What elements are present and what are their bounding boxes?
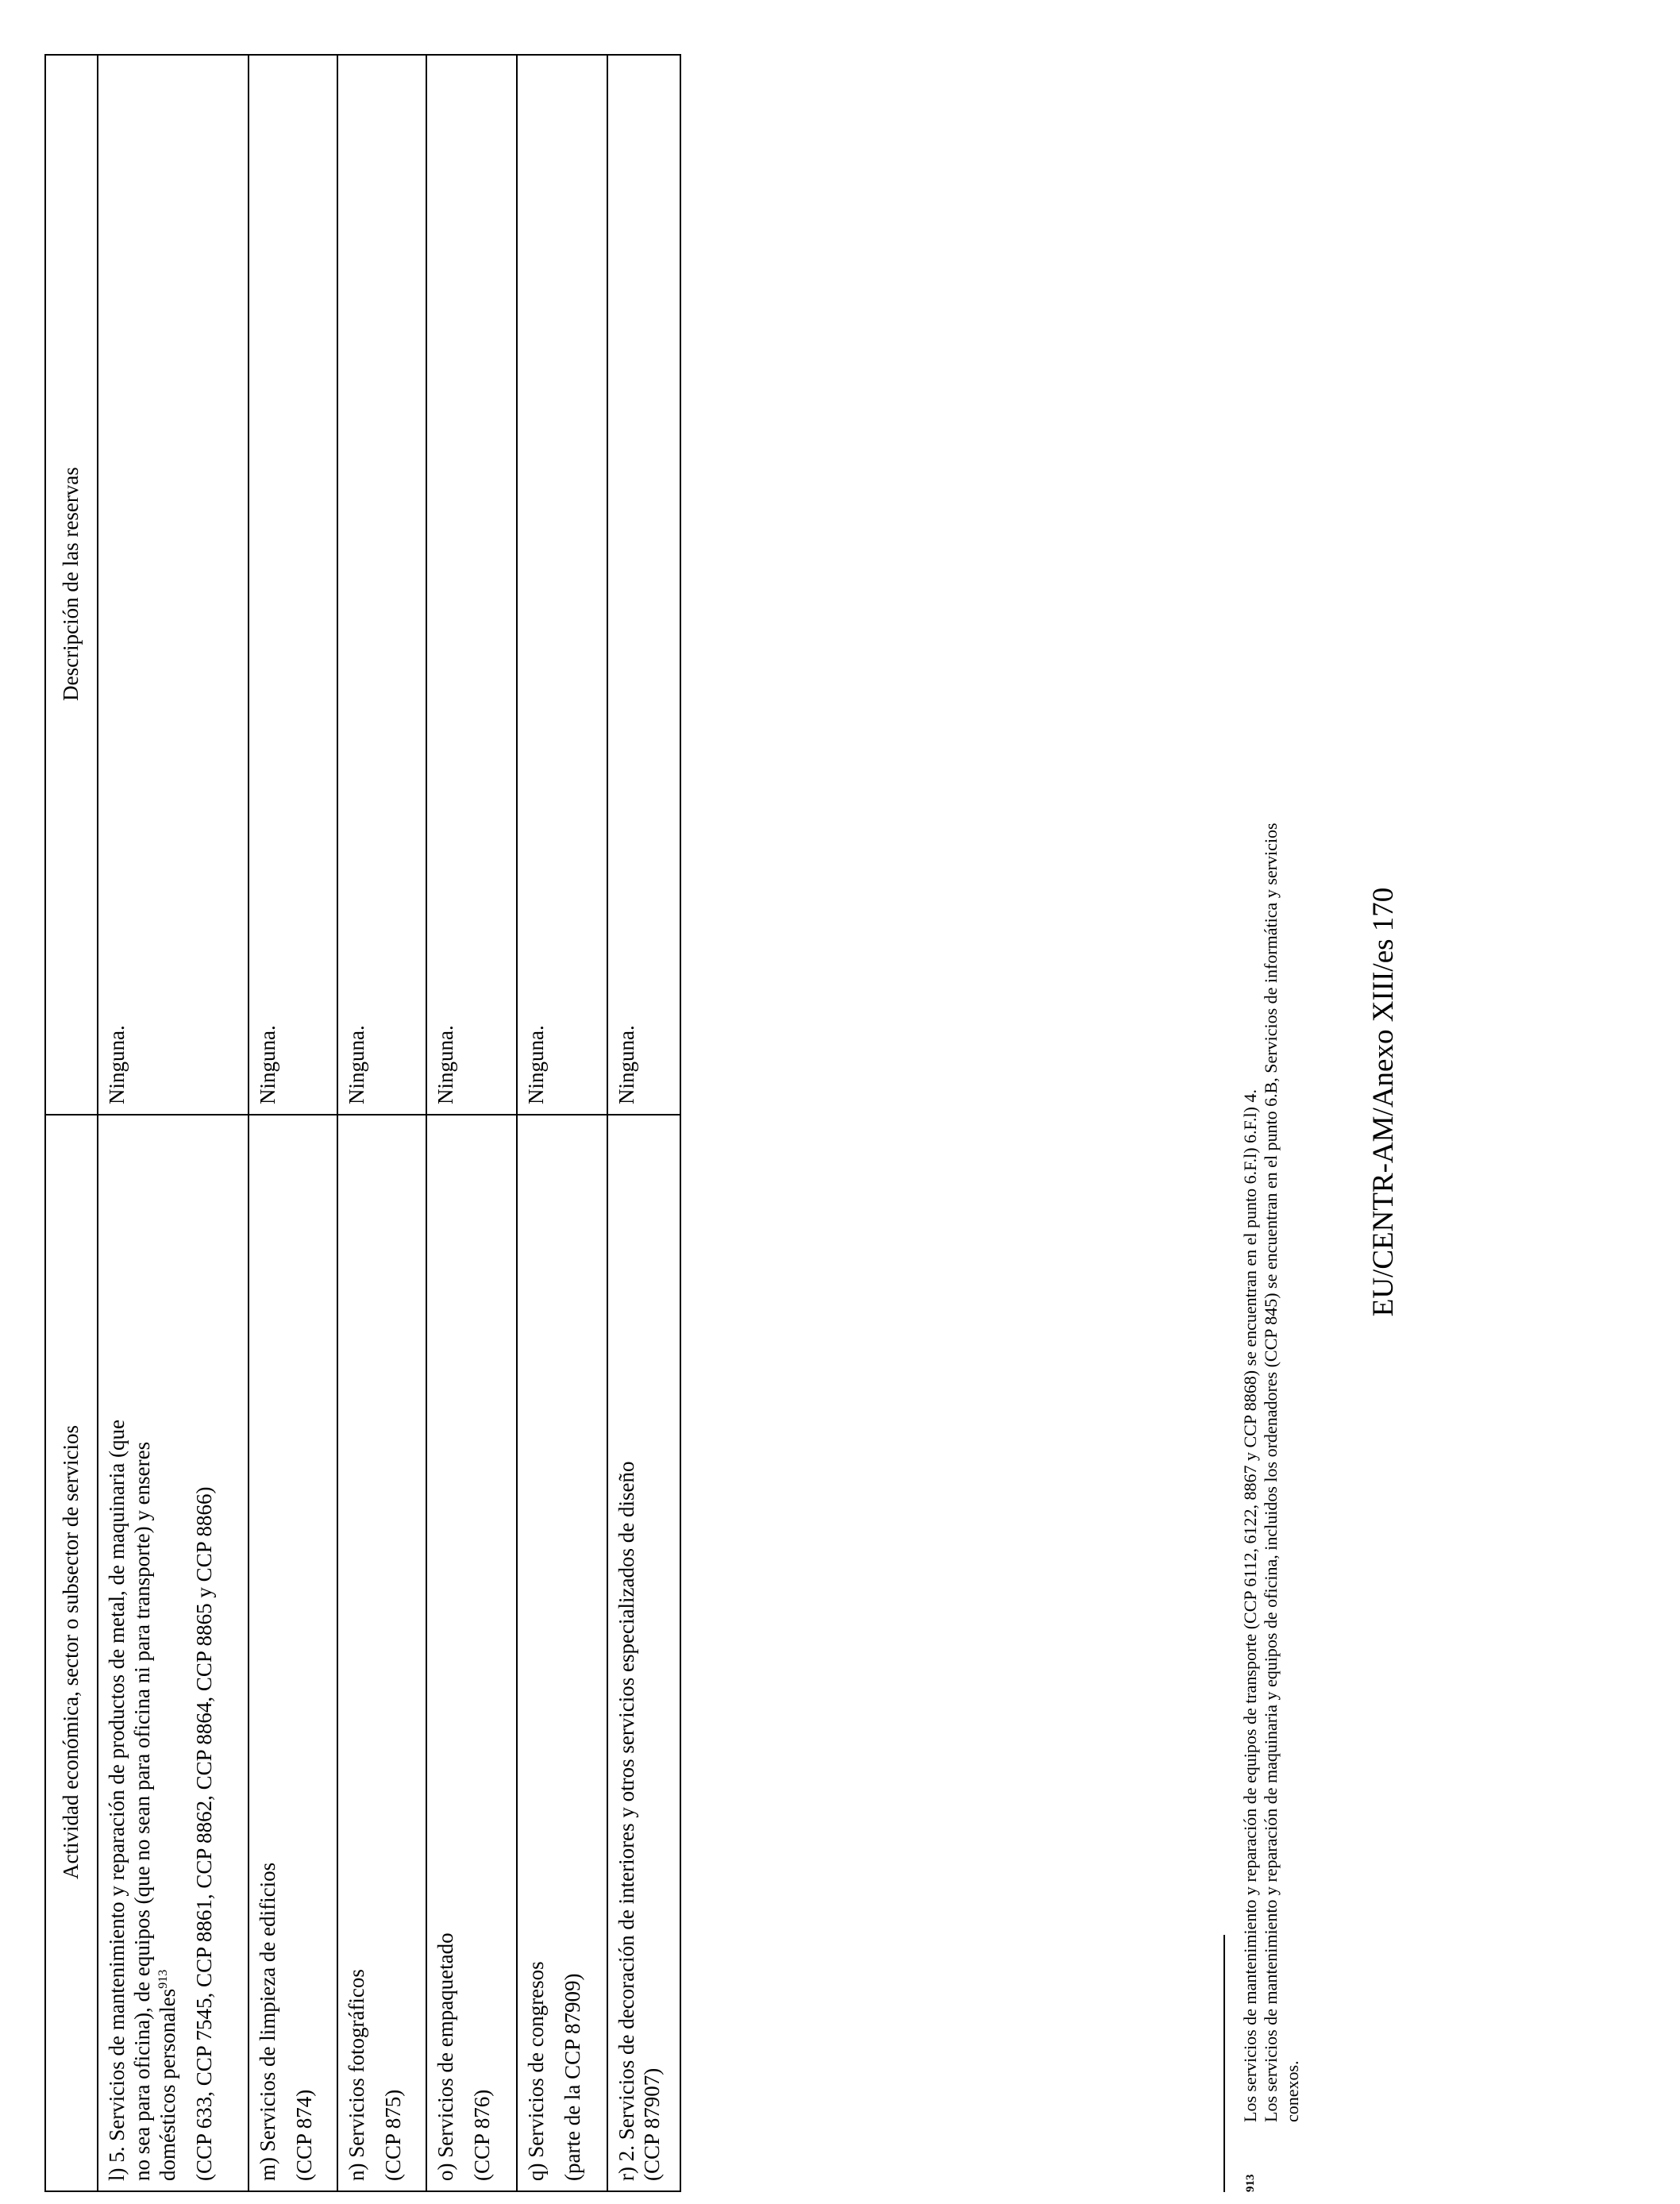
ccp-code: (CCP 876): [469, 2089, 494, 2181]
activity-text-line: no sea para oficina), de equipos (que no sean para oficina ni para transporte) y enseres: [129, 1441, 154, 2181]
header-description: Descripción de las reservas: [45, 55, 98, 1115]
table-header-row: [45, 55, 98, 2191]
table-row: [517, 55, 607, 2191]
ccp-code: (CCP 633, CCP 7545, CCP 8861, CCP 8862, CCP 8864, CCP 8865 y CCP 8866): [191, 1486, 216, 2181]
footnote-reference[interactable]: 913: [156, 1969, 170, 1989]
footnote-line: conexos.: [1281, 2060, 1302, 2122]
footnote-number: 913: [1244, 2174, 1257, 2192]
description-cell: Ninguna.: [337, 55, 426, 1115]
activity-cell: [337, 1115, 426, 2191]
activity-text: o) Servicios de empaquetado: [433, 1932, 457, 2181]
activity-text: q) Servicios de congresos: [524, 1961, 548, 2181]
ccp-code: (CCP 87907): [639, 2067, 664, 2181]
ccp-code: (CCP 874): [291, 2089, 316, 2181]
table-row: [426, 55, 517, 2191]
activity-cell: [249, 1115, 337, 2191]
table-row: [249, 55, 337, 2191]
description-cell: Ninguna.: [607, 55, 680, 1115]
footnote-line: Los servicios de mantenimiento y reparación de equipos de transporte (CCP 6112, 6122, 8867 y CCP 8868) se encuentran en el punto 6.F.l) 6.F.l) 4.: [1240, 1089, 1260, 2122]
ccp-code: (parte de la CCP 87909): [560, 1973, 584, 2181]
activity-text-line: l) 5. Servicios de mantenimiento y reparación de productos de metal, de maquinaria (que: [105, 1420, 129, 2181]
activity-text-line: [156, 1123, 181, 2181]
footnote-separator: [1223, 1935, 1225, 2192]
description-cell: Ninguna.: [249, 55, 337, 1115]
page-reference: EU/CENTR-AM/Anexo XIII/es 170: [1367, 887, 1400, 1317]
activity-text: r) 2. Servicios de decoración de interiores y otros servicios especializados de diseño: [615, 1461, 638, 2181]
activity-text: n) Servicios fotográficos: [345, 1969, 368, 2181]
footnote-line: Los servicios de mantenimiento y reparación de maquinaria y equipos de oficina, incluidos los ordenadores (CCP 845) se encuentran en el punto 6.B, Servicios de informática y servicios: [1261, 823, 1281, 2122]
table-row: [607, 55, 680, 2191]
activity-text-line-end: domésticos personales: [155, 1988, 179, 2181]
activity-cell: [607, 1115, 680, 2191]
ccp-code: (CCP 875): [380, 2089, 405, 2181]
activity-cell: [426, 1115, 517, 2191]
description-cell: Ninguna.: [98, 55, 249, 1115]
description-cell: Ninguna.: [426, 55, 517, 1115]
activity-text: m) Servicios de limpieza de edificios: [256, 1862, 279, 2181]
header-activity: Actividad económica, sector o subsector de servicios: [45, 1115, 98, 2191]
activity-cell: [98, 1115, 249, 2191]
reserves-table-container: [44, 56, 680, 2192]
table-row: [98, 55, 249, 2191]
footnote-body: [1240, 58, 1303, 2122]
reserves-table: [44, 54, 681, 2192]
activity-cell: [517, 1115, 607, 2191]
footnote: [1240, 48, 1303, 2192]
table-row: [337, 55, 426, 2191]
description-cell: Ninguna.: [517, 55, 607, 1115]
